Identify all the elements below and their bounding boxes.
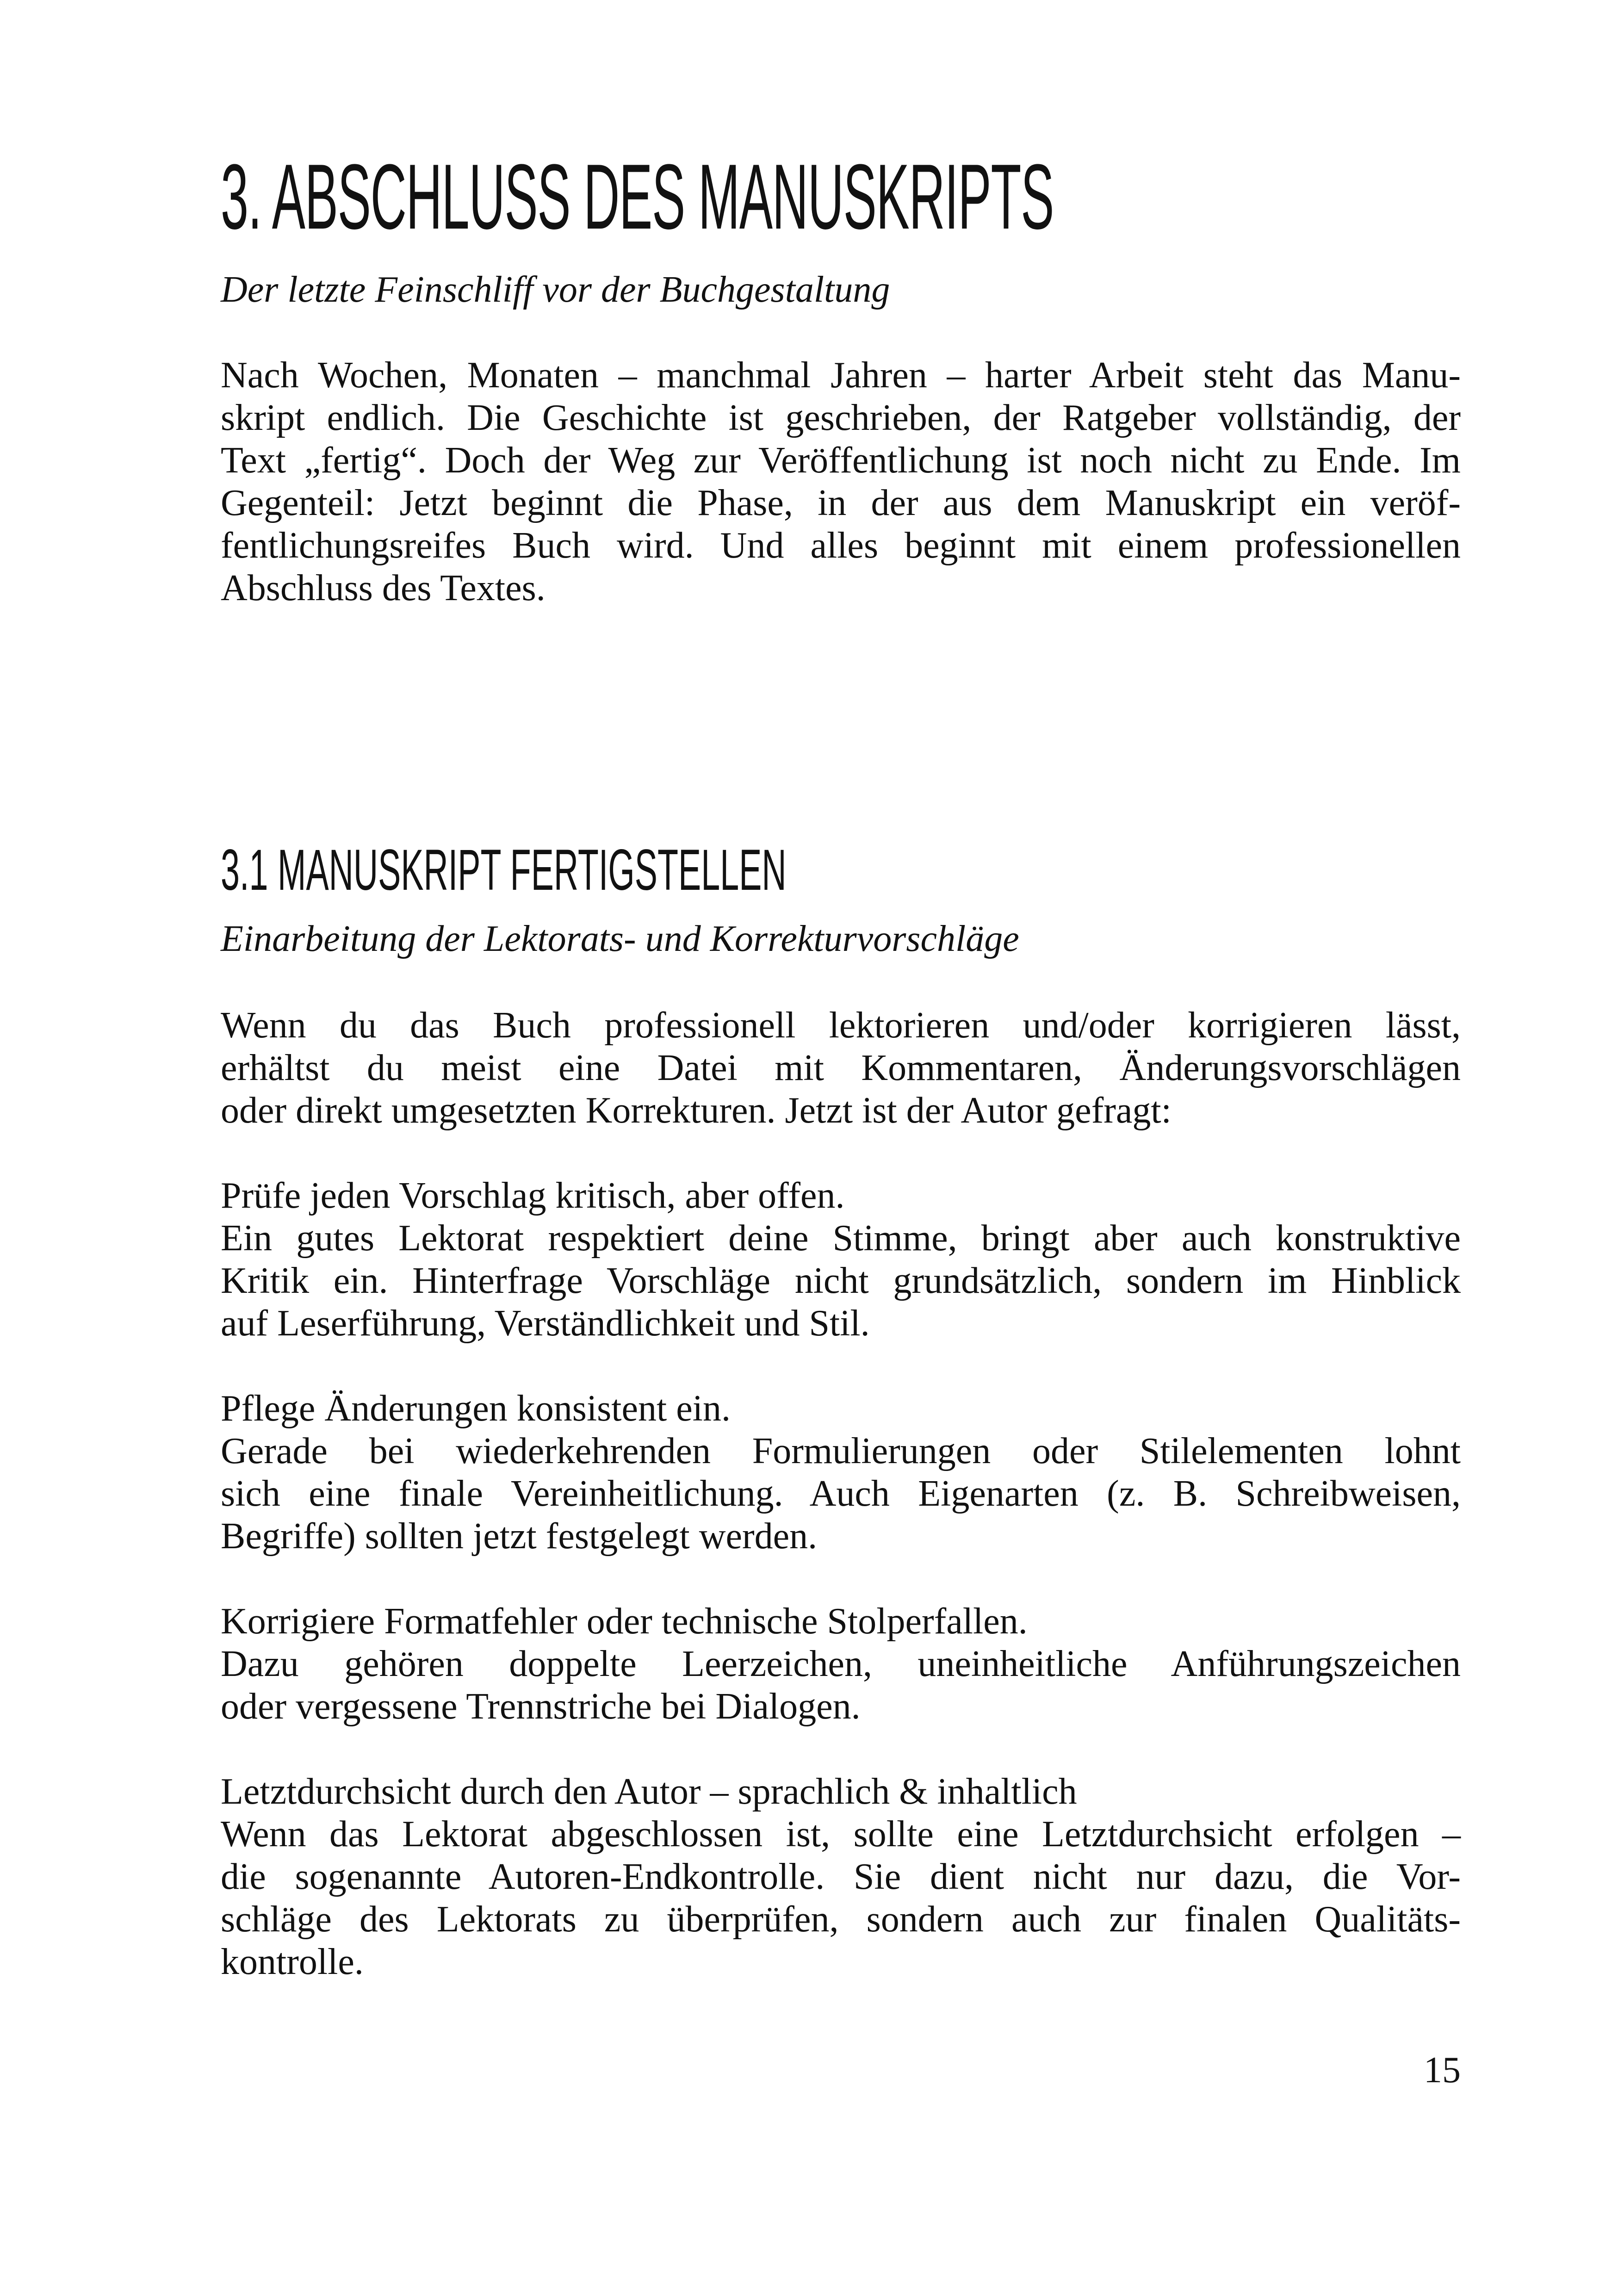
text-line: schläge des Lektorats zu überprüfen, sondern auch zur finalen Qualitäts- bbox=[221, 1899, 1461, 1940]
paragraph bbox=[221, 1174, 1461, 1217]
paragraph bbox=[221, 1430, 1461, 1558]
paragraph bbox=[221, 1643, 1461, 1728]
text-line: Dazu gehören doppelte Leerzeichen, uneinheitliche Anführungszeichen bbox=[221, 1644, 1461, 1684]
paragraph bbox=[221, 1770, 1461, 1813]
text-line: Wenn du das Buch professionell lektorieren und/oder korrigieren lässt, bbox=[221, 1005, 1461, 1046]
text-line: Gegenteil: Jetzt beginnt die Phase, in der aus dem Manuskript ein veröf- bbox=[221, 483, 1461, 523]
chapter-heading: 3. ABSCHLUSS DES MANUSKRIPTS bbox=[221, 145, 1054, 248]
text-line: auf Leserführung, Verständlichkeit und Stil. bbox=[221, 1303, 870, 1344]
section-subtitle: Einarbeitung der Lektorats- und Korrekturvorschläge bbox=[221, 918, 1019, 959]
text-line: die sogenannte Autoren-Endkontrolle. Sie dient nicht nur dazu, die Vor- bbox=[221, 1856, 1461, 1897]
text-line: Abschluss des Textes. bbox=[221, 568, 546, 608]
text-line: Letztdurchsicht durch den Autor – sprachlich & inhaltlich bbox=[221, 1771, 1077, 1812]
page-number: 15 bbox=[1424, 2050, 1461, 2091]
text-block bbox=[221, 354, 1461, 609]
text-line: Wenn das Lektorat abgeschlossen ist, sollte eine Letztdurchsicht erfolgen – bbox=[221, 1814, 1461, 1855]
text-line: Prüfe jeden Vorschlag kritisch, aber offen. bbox=[221, 1175, 845, 1216]
text-line: erhältst du meist eine Datei mit Kommentaren, Änderungsvorschlägen bbox=[221, 1048, 1461, 1088]
paragraph bbox=[221, 1217, 1461, 1345]
text-block bbox=[221, 1387, 1461, 1558]
text-line: kontrolle. bbox=[221, 1942, 364, 1982]
text-line: oder vergessene Trennstriche bei Dialogen. bbox=[221, 1686, 861, 1727]
text-line: Ein gutes Lektorat respektiert deine Stimme, bringt aber auch konstruktive bbox=[221, 1218, 1461, 1259]
text-line: sich eine finale Vereinheitlichung. Auch Eigenarten (z. B. Schreibweisen, bbox=[221, 1473, 1461, 1514]
text-line: Korrigiere Formatfehler oder technische Stolperfallen. bbox=[221, 1601, 1028, 1642]
section-body bbox=[221, 1004, 1461, 1983]
paragraph bbox=[221, 1387, 1461, 1430]
text-line: Kritik ein. Hinterfrage Vorschläge nicht grundsätzlich, sondern im Hinblick bbox=[221, 1260, 1461, 1301]
text-block bbox=[221, 1174, 1461, 1345]
paragraph bbox=[221, 1004, 1461, 1132]
text-block bbox=[221, 1770, 1461, 1983]
chapter-body bbox=[221, 354, 1461, 609]
text-line: Nach Wochen, Monaten – manchmal Jahren – harter Arbeit steht das Manu- bbox=[221, 355, 1461, 396]
section-heading: 3.1 MANUSKRIPT FERTIGSTELLEN bbox=[221, 838, 787, 902]
paragraph bbox=[221, 1600, 1461, 1643]
text-line: Begriffe) sollten jetzt festgelegt werden. bbox=[221, 1516, 818, 1557]
text-block bbox=[221, 1004, 1461, 1132]
text-line: fentlichungsreifes Buch wird. Und alles beginnt mit einem professionellen bbox=[221, 525, 1461, 566]
text-line: Gerade bei wiederkehrenden Formulierungen oder Stilelementen lohnt bbox=[221, 1431, 1461, 1471]
text-line: oder direkt umgesetzten Korrekturen. Jetzt ist der Autor gefragt: bbox=[221, 1090, 1172, 1131]
paragraph bbox=[221, 1813, 1461, 1983]
paragraph bbox=[221, 354, 1461, 609]
text-line: Pflege Änderungen konsistent ein. bbox=[221, 1388, 731, 1429]
text-block bbox=[221, 1600, 1461, 1728]
text-line: skript endlich. Die Geschichte ist geschrieben, der Ratgeber vollständig, der bbox=[221, 397, 1461, 438]
text-line: Text „fertig“. Doch der Weg zur Veröffentlichung ist noch nicht zu Ende. Im bbox=[221, 440, 1461, 481]
chapter-subtitle: Der letzte Feinschliff vor der Buchgestaltung bbox=[221, 269, 890, 310]
